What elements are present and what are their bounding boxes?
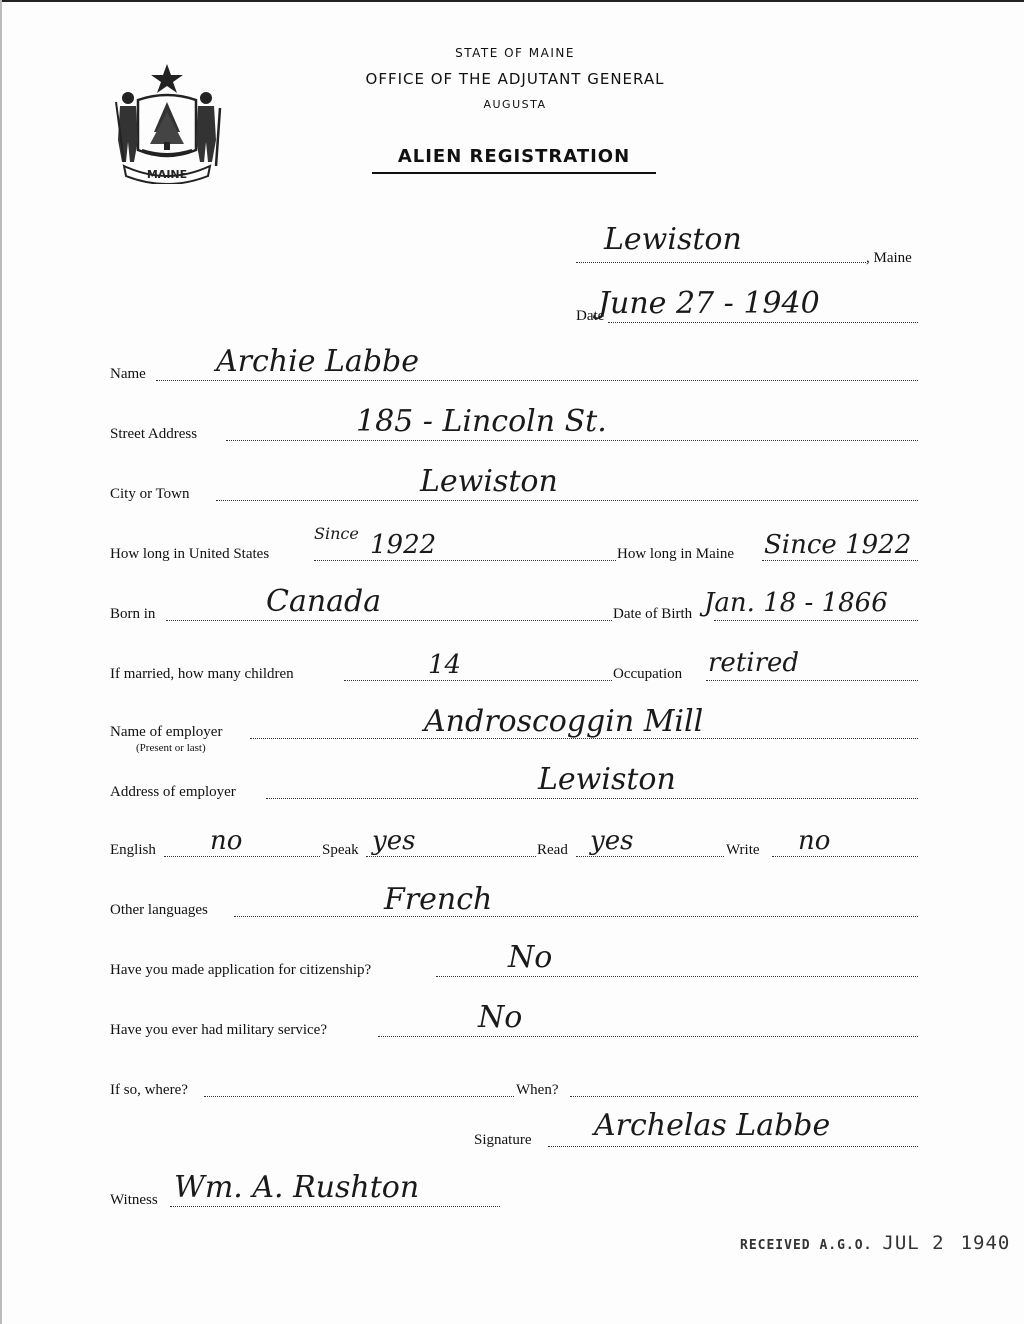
witness-value: Wm. A. Rushton <box>174 1170 420 1205</box>
english-label: English <box>110 842 156 858</box>
speak-line <box>366 856 536 857</box>
date-line <box>608 322 918 323</box>
write-line <box>772 856 918 857</box>
how-long-us-value: 1922 <box>370 530 437 560</box>
write-label: Write <box>726 842 760 858</box>
stamp-year: 1940 <box>960 1232 1011 1254</box>
header-city: AUGUSTA <box>483 98 547 111</box>
city-label: City or Town <box>110 486 190 502</box>
place-state-label: , Maine <box>866 250 912 266</box>
citizenship-label: Have you made application for citizenship? <box>110 962 372 978</box>
other-languages-value: French <box>384 882 493 917</box>
stamp-text: RECEIVED A.G.O. <box>740 1238 873 1253</box>
occupation-value: retired <box>708 648 800 678</box>
children-label: If married, how many children <box>110 666 294 682</box>
name-value: Archie Labbe <box>216 344 419 379</box>
born-in-line <box>166 620 612 621</box>
name-line <box>156 380 918 381</box>
name-label: Name <box>110 366 146 382</box>
place-line <box>576 262 866 263</box>
employer-label: Name of employer <box>110 724 223 740</box>
how-long-maine-line <box>762 560 918 561</box>
date-value: June 27 - 1940 <box>598 286 820 321</box>
street-line <box>226 440 918 441</box>
how-long-us-line <box>314 560 616 561</box>
street-label: Street Address <box>110 426 198 442</box>
header-state: STATE OF MAINE <box>455 46 575 60</box>
read-label: Read <box>537 842 568 858</box>
date-of-birth-label: Date of Birth <box>613 606 693 622</box>
date-of-birth-value: Jan. 18 - 1866 <box>704 588 888 618</box>
svg-text:MAINE: MAINE <box>146 168 188 181</box>
employer-address-label: Address of employer <box>110 784 236 800</box>
born-in-label: Born in <box>110 606 156 622</box>
children-line <box>344 680 612 681</box>
citizenship-value: No <box>508 940 553 975</box>
english-line <box>164 856 320 857</box>
occupation-line <box>706 680 918 681</box>
employer-sublabel: (Present or last) <box>136 742 206 754</box>
speak-label: Speak <box>322 842 359 858</box>
read-line <box>576 856 724 857</box>
speak-value: yes <box>372 826 416 856</box>
signature-value: Archelas Labbe <box>594 1108 831 1143</box>
scan-edge-top <box>0 0 1024 2</box>
employer-address-line <box>266 798 918 799</box>
place-city-value: Lewiston <box>604 222 742 257</box>
occupation-label: Occupation <box>613 666 683 682</box>
english-value: no <box>210 826 243 856</box>
witness-label: Witness <box>110 1192 158 1208</box>
title-underline <box>372 172 656 174</box>
employer-address-value: Lewiston <box>538 762 676 797</box>
military-line <box>378 1036 918 1037</box>
where-label: If so, where? <box>110 1082 188 1098</box>
header-office: OFFICE OF THE ADJUTANT GENERAL <box>365 70 665 88</box>
date-label: Date <box>576 308 605 324</box>
employer-value: Androscoggin Mill <box>424 704 704 739</box>
form-title: ALIEN REGISTRATION <box>397 146 631 167</box>
witness-line <box>170 1206 500 1207</box>
where-line <box>204 1096 514 1097</box>
citizenship-line <box>436 976 918 977</box>
military-value: No <box>478 1000 523 1035</box>
city-value: Lewiston <box>420 464 558 499</box>
how-long-us-label: How long in United States <box>110 546 270 562</box>
when-line <box>570 1096 918 1097</box>
stamp-date: JUL 2 <box>882 1232 945 1254</box>
children-value: 14 <box>428 650 462 680</box>
received-stamp <box>740 1232 1010 1254</box>
signature-label: Signature <box>474 1132 532 1148</box>
signature-line <box>548 1146 918 1147</box>
how-long-us-note: Since <box>314 524 359 543</box>
maine-seal-icon <box>108 62 226 184</box>
other-languages-line <box>234 916 918 917</box>
how-long-maine-label: How long in Maine <box>617 546 735 562</box>
read-value: yes <box>590 826 634 856</box>
how-long-maine-value: Since 1922 <box>764 530 912 560</box>
other-languages-label: Other languages <box>110 902 208 918</box>
when-label: When? <box>516 1082 559 1098</box>
born-in-value: Canada <box>266 584 382 619</box>
street-value: 185 - Lincoln St. <box>356 404 607 439</box>
scan-edge-left <box>0 0 2 1324</box>
city-line <box>216 500 918 501</box>
military-label: Have you ever had military service? <box>110 1022 327 1038</box>
write-value: no <box>798 826 831 856</box>
date-of-birth-line <box>714 620 918 621</box>
